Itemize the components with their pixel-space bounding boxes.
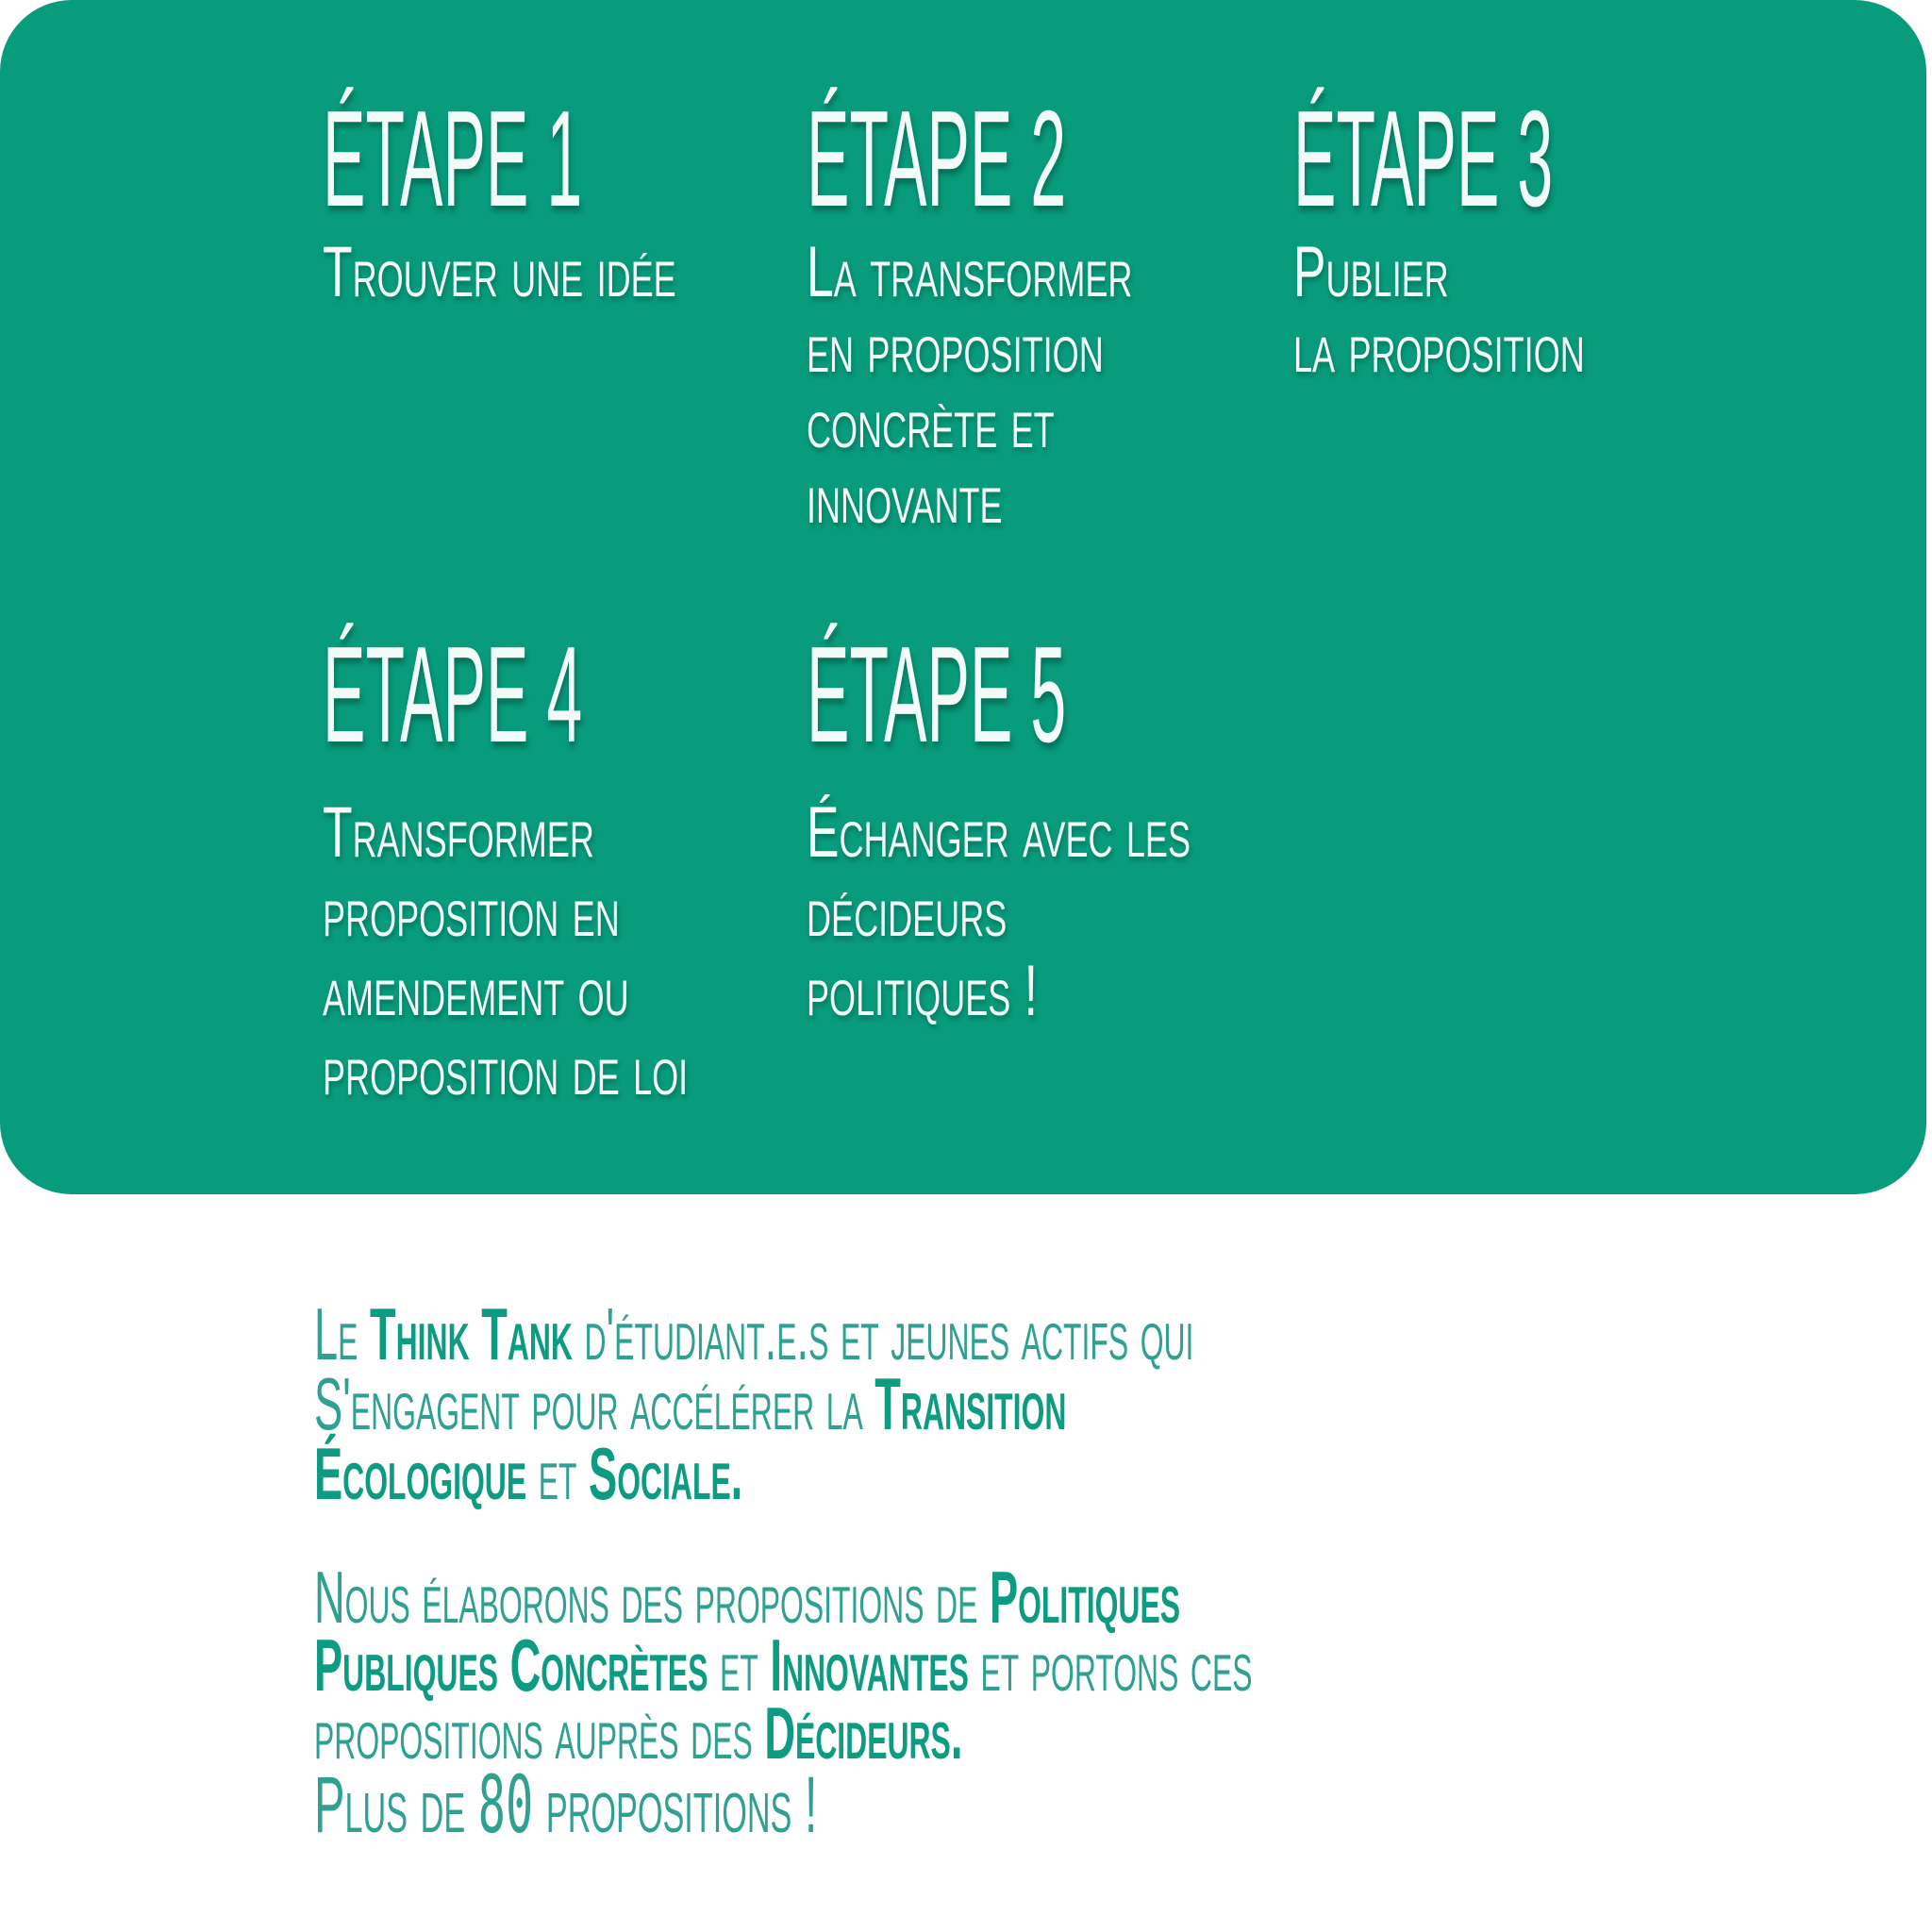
- step-3-title: ÉTAPE 3: [1293, 82, 1554, 235]
- text: Plus de: [314, 1760, 478, 1849]
- step-5: [807, 618, 1372, 1031]
- step-1-title: ÉTAPE 1: [323, 82, 583, 235]
- text: et: [720, 1624, 771, 1707]
- bold-text: Décideurs.: [764, 1691, 963, 1774]
- text-line: [807, 383, 1182, 463]
- text-line: [323, 793, 698, 873]
- text: Le: [314, 1292, 371, 1375]
- step-4: [323, 618, 875, 1110]
- text: proposition de loi: [323, 1030, 689, 1110]
- step-5-title: ÉTAPE 5: [807, 618, 1067, 771]
- bold-text: Sociale.: [589, 1432, 743, 1515]
- bold-text: Innovantes: [770, 1624, 981, 1707]
- step-2-description: [807, 232, 1359, 539]
- text: Transformer: [323, 792, 594, 873]
- step-5-description: [807, 793, 1372, 1031]
- text-line: [807, 232, 1182, 312]
- text: la proposition: [1293, 308, 1585, 388]
- step-2: [807, 82, 1359, 539]
- text: propositions auprès des: [314, 1691, 765, 1774]
- step-4-title: ÉTAPE 4: [323, 618, 583, 771]
- text: proposition en: [323, 872, 620, 952]
- bold-text: Transition: [874, 1362, 1067, 1445]
- text-line: [314, 1758, 818, 1851]
- text-line: [314, 1292, 1194, 1375]
- text-line: [807, 793, 1191, 873]
- text-line: [1293, 310, 1669, 386]
- text-line: [314, 1624, 1253, 1707]
- text: 80: [477, 1758, 534, 1851]
- step-3: [1293, 82, 1846, 388]
- text-line: [807, 952, 1191, 1031]
- bold-text: Publiques Concrètes: [314, 1624, 721, 1707]
- text: et portons ces: [980, 1624, 1253, 1707]
- text-line: [323, 952, 698, 1031]
- text: propositions !: [533, 1760, 818, 1849]
- text: Trouver une idée: [323, 232, 676, 312]
- step-1-description: [323, 232, 875, 312]
- text-line: [314, 1691, 1253, 1774]
- text: La transformer: [807, 232, 1133, 312]
- text: Publier: [1293, 232, 1449, 312]
- text-line: [1293, 232, 1669, 312]
- text: politiques !: [807, 951, 1039, 1031]
- text-line: [807, 310, 1182, 386]
- text: Nous élaborons des propositions de: [314, 1556, 990, 1639]
- bold-text: Politiques: [989, 1556, 1181, 1639]
- tagline: [314, 1758, 1182, 1851]
- text: S'engagent pour accélérer la: [314, 1362, 875, 1445]
- text-line: [807, 458, 1182, 539]
- text: d'étudiant.e.s et jeunes actifs qui: [584, 1292, 1194, 1375]
- text: Échanger avec les: [807, 792, 1191, 873]
- bold-text: Écologique: [314, 1432, 539, 1515]
- text-line: [807, 873, 1191, 952]
- text: et: [538, 1432, 590, 1515]
- intro-paragraph: [314, 1292, 1831, 1515]
- text-line: [314, 1432, 1193, 1515]
- text-line: [323, 1031, 698, 1110]
- step-4-description: [323, 793, 875, 1110]
- mission-paragraph: [314, 1556, 1932, 1774]
- text: décideurs: [807, 872, 1008, 952]
- text-line: [323, 873, 698, 952]
- bold-text: Think Tank: [370, 1292, 585, 1375]
- step-3-description: [1293, 232, 1846, 388]
- text: concrète et: [807, 383, 1055, 463]
- text-line: [314, 1362, 1193, 1445]
- text: innovante: [807, 458, 1003, 539]
- text: amendement ou: [323, 951, 629, 1031]
- text: en proposition: [807, 308, 1104, 388]
- step-2-title: ÉTAPE 2: [807, 82, 1067, 235]
- text-line: [314, 1556, 1253, 1639]
- step-1: [323, 82, 875, 312]
- text-line: [323, 232, 698, 312]
